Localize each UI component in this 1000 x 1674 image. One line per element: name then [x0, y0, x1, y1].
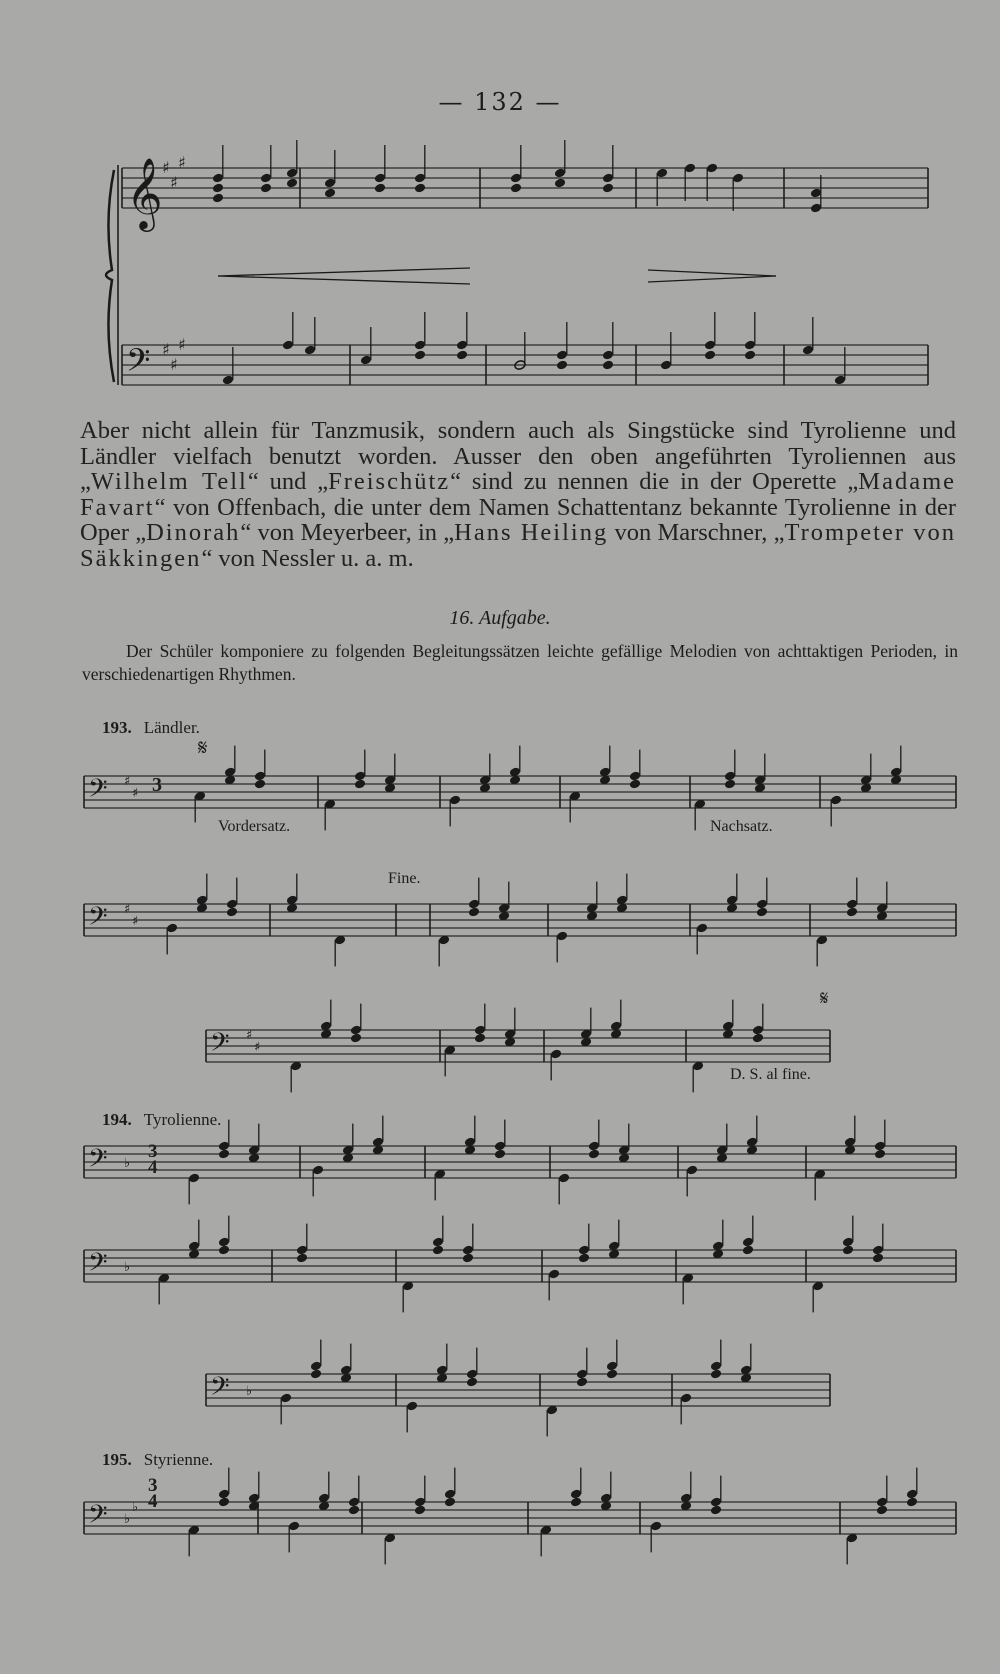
paragraph-text: “ von Meyerbeer, in „	[240, 519, 455, 546]
sharp-icon: ♯	[170, 173, 178, 192]
example-number: 194.	[102, 1110, 132, 1129]
paragraph-text: Aber nicht allein für Tanzmusik, sondern auch als Singstücke sind Tyrolienne und Ländler vielfach benutzt worden. Ausser den oben angeführten Tyroliennen aus „	[80, 417, 956, 495]
example-title: Tyrolienne.	[143, 1110, 222, 1129]
flat-icon: ♭	[124, 1156, 131, 1171]
work-title: Dinorah	[146, 519, 241, 546]
note-head	[570, 1497, 582, 1508]
time-bottom: 4	[148, 1491, 158, 1512]
nachsatz-label: Nachsatz.	[710, 818, 773, 835]
work-title: Wilhelm Tell	[90, 468, 248, 495]
sharp-icon: ♯	[162, 340, 170, 359]
sharp-icon: ♯	[170, 355, 178, 374]
ds-al-fine-label: D. S. al fine.	[730, 1066, 811, 1083]
vordersatz-label: Vordersatz.	[218, 818, 291, 835]
paragraph-text: “ und „	[247, 468, 329, 495]
paragraph-text: “ von Offenbach, die unter dem Namen Schattentanz bekannte Tyrolienne in der Oper „	[80, 493, 956, 546]
sharp-icon: ♯	[254, 1040, 261, 1055]
sharp-icon: ♯	[124, 774, 131, 789]
time-signature: 3	[152, 774, 162, 796]
treble-clef-icon: 𝄞	[126, 156, 163, 229]
note-head	[414, 1505, 426, 1516]
time-top: 3	[148, 1475, 158, 1496]
bass-clef-icon: 𝄢	[126, 342, 151, 386]
segno-sign: 𝄋	[820, 988, 829, 1010]
flat-icon: ♭	[124, 1260, 131, 1275]
segno-sign: 𝄋	[198, 735, 208, 760]
bass-clef-icon: 𝄢	[88, 902, 108, 938]
example-number: 193.	[102, 718, 132, 737]
example-title: Ländler.	[143, 718, 200, 737]
example-number: 195.	[102, 1450, 132, 1469]
work-title: Trompeter von Säkkingen	[80, 519, 956, 572]
note-head	[444, 1497, 456, 1508]
staff	[84, 1468, 956, 1565]
task-text: Der Schüler komponiere zu folgenden Begleitungssätzen leichte gefällige Melodien von achttaktigen Perioden, in verschiedenartigen Rhythmen.	[82, 641, 958, 684]
sharp-icon: ♯	[178, 153, 186, 172]
time-top: 3	[148, 1141, 158, 1162]
paragraph-text: von Marschner, „	[608, 519, 785, 546]
sharp-icon: ♯	[124, 902, 131, 917]
bass-clef-icon: 𝄢	[88, 1500, 108, 1536]
sharp-icon: ♯	[246, 1028, 253, 1043]
fine-label: Fine.	[388, 870, 421, 887]
flat-icon: ♭	[132, 1500, 139, 1515]
page-number: — 132 —	[438, 88, 562, 116]
example-title: Styrienne.	[143, 1450, 214, 1469]
note-head	[876, 1505, 888, 1516]
bass-clef-icon: 𝄢	[210, 1028, 230, 1064]
note-head	[906, 1497, 918, 1508]
note-head	[710, 1505, 722, 1516]
note-head	[218, 1497, 230, 1508]
sharp-icon: ♯	[132, 786, 139, 801]
sharp-icon: ♯	[162, 158, 170, 177]
bass-clef-icon: 𝄢	[88, 1248, 108, 1284]
flat-icon: ♭	[246, 1384, 253, 1399]
work-title: Hans Heiling	[454, 519, 609, 546]
sharp-icon: ♯	[132, 914, 139, 929]
paragraph-text: “ sind zu nennen die in der Operette „	[450, 468, 859, 495]
bass-clef-icon: 𝄢	[88, 774, 108, 810]
sharp-icon: ♯	[178, 335, 186, 354]
work-title: Freischütz	[328, 468, 451, 495]
bass-clef-icon: 𝄢	[88, 1144, 108, 1180]
note-head	[348, 1505, 360, 1516]
time-bottom: 4	[148, 1157, 158, 1178]
bass-clef-icon: 𝄢	[210, 1372, 230, 1408]
paragraph-text: “ von Nessler u. a. m.	[201, 544, 414, 572]
task-heading: 16. Aufgabe.	[449, 607, 551, 629]
flat-icon: ♭	[124, 1512, 131, 1527]
work-title: Madame Favart	[80, 468, 956, 521]
